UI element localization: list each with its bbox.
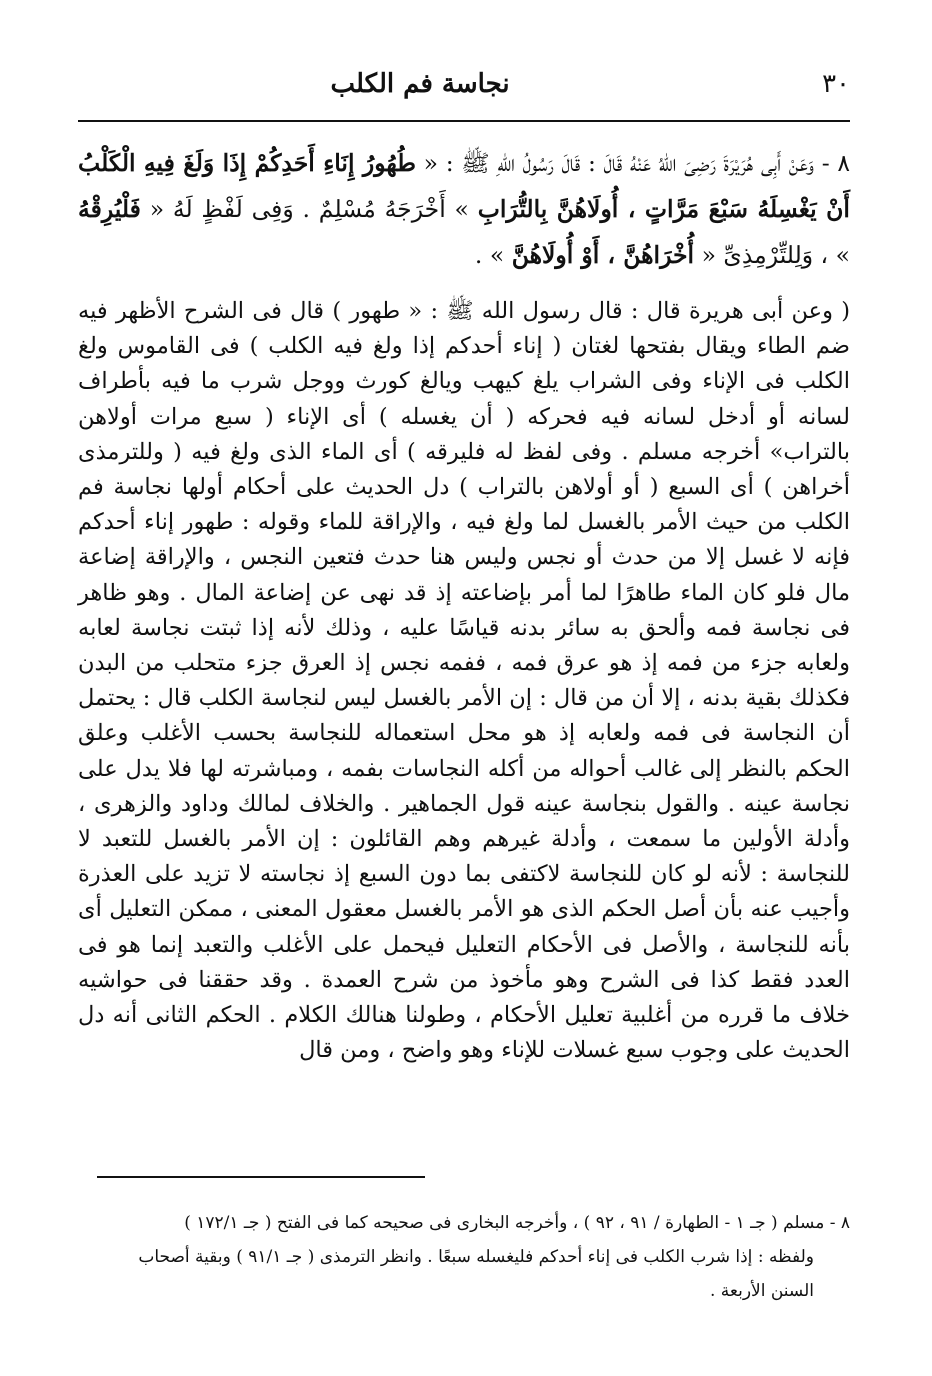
hadith-end: » . — [474, 241, 505, 269]
hadith-tirmidhi-intro: » ، وَلِلتِّرْمِذِىِّ « — [701, 241, 850, 269]
footnote-line-1: ٨ - مسلم ( جـ ١ - الطهارة / ٩١ ، ٩٢ ) ، وأخرجه البخارى فى صحيحه كما فى الفتح ( جـ ١٧٢/١ ) — [184, 1213, 850, 1233]
footnotes — [78, 1206, 850, 1308]
hadith-intro: ٨ - وَعَنْ أَبِى هُرَيْرَةَ رَضِىَ اللهُ عَنْهُ قَالَ : قَالَ رَسُولُ اللهِ ﷺ : « — [423, 149, 850, 177]
hadith-variant-word: فَلْيُرِقْهُ — [78, 195, 141, 223]
footnote-line-3: السنن الأربعة . — [709, 1281, 814, 1301]
page-number: ٣٠ — [822, 69, 850, 99]
running-title: نجاسة فم الكلب — [330, 69, 510, 99]
hadith-tirmidhi-words: أُخْرَاهُنَّ ، أَوْ أُولَاهُنَّ — [511, 241, 695, 269]
hadith-text — [78, 140, 850, 278]
commentary-text: ( وعن أبى هريرة قال : قال رسول الله ﷺ : « طهور ) قال فى الشرح الأظهر فيه ضم الطاء ويقال بفتحها لغتان ( إناء أحدكم إذا ولغ فيه الكلب ) فى القاموس ولغ الكلب فى الإناء وفى الشراب يلغ كيهب ويالغ كورث ووجل شرب ما فيه بأطراف لسانه أو أدخل لسانه فيه فحركه ( أن يغسله ) أى الإناء ( سبع مرات أولاهن بالتراب» أخرجه مسلم . وفى لفظ له فليرقه ) أى الماء الذى ولغ فيه ( وللترمذى أخراهن ) أى السبع ( أو أولاهن بالتراب ) دل الحديث على أحكام أولها نجاسة فم الكلب من حيث الأمر بالغسل لما ولغ فيه ، والإراقة للماء وقوله : طهور إناء أحدكم فإنه لا غسل إلا من حدث أو نجس وليس هنا حدث فتعين النجس ، والإراقة إضاعة مال فلو كان الماء طاهرًا لما أمر بإضاعته إذ قد نهى عن إضاعة المال . وهو ظاهر فى نجاسة فمه وألحق به سائر بدنه قياسًا عليه ، وذلك لأنه إذا ثبتت نجاسة لعابه ولعابه جزء من فمه إذ هو عرق فمه ، ففمه نجس إذ العرق جزء متحلب من البدن فكذلك بقية بدنه ، إلا أن من قال : إن الأمر بالغسل ليس لنجاسة الكلب قال : يحتمل أن النجاسة فى فمه ولعابه إذ هو محل استعماله للنجاسة بحسب الأغلب وعلق الحكم بالنظر إلى غالب أحواله من أكله النجاسات بفمه ، ومباشرته لها فلا يدل على نجاسة عينه . والقول بنجاسة عينه قول الجماهير . والخلاف لمالك وداود والزهرى ، وأدلة الأولين ما سمعت ، وأدلة غيرهم وهم القائلون : إن الأمر بالغسل للتعبد لا للنجاسة : لأنه لو كان للنجاسة لاكتفى بما دون السبع إذ نجاسته لا تزيد على العذرة وأجيب عنه بأن أصل الحكم الذى هو الأمر بالغسل معقول المعنى ، ممكن التعليل أى بأنه للنجاسة ، والأصل فى الأحكام التعليل فيحمل على الأغلب والتعبد إنما هو فى العدد فقط كذا فى الشرح وهو مأخوذ من شرح العمدة . وقد حققنا فى حواشيه خلاف ما قرره من أغلبية تعليل الأحكام ، وطولنا هنالك الكلام . الحكم الثانى أنه دل الحديث على وجوب سبع غسلات للإناء وهو واضح ، ومن قال — [78, 298, 850, 1064]
hadith-variant-intro: وَفِى لَفْظٍ لَهُ « — [149, 195, 294, 223]
footnote-rule — [97, 1176, 425, 1178]
page-header — [78, 62, 850, 106]
hadith-source: » أَخْرَجَهُ مُسْلِمٌ . — [302, 195, 469, 223]
footnote-line-2: ولفظه : إذا شرب الكلب فى إناء أحدكم فليغسله سبعًا . وانظر الترمذى ( جـ ٩١/١ ) وبقية أصحاب — [138, 1247, 814, 1267]
hadith-matn: طُهُورُ إِنَاءِ أَحَدِكُمْ إِذَا وَلَغَ فِيهِ الْكَلْبُ أَنْ يَغْسِلَهُ سَبْعَ مَرَّاتٍ ، أُولَاهُنَّ بِالتُّرَابِ — [78, 149, 850, 223]
header-rule — [78, 120, 850, 122]
